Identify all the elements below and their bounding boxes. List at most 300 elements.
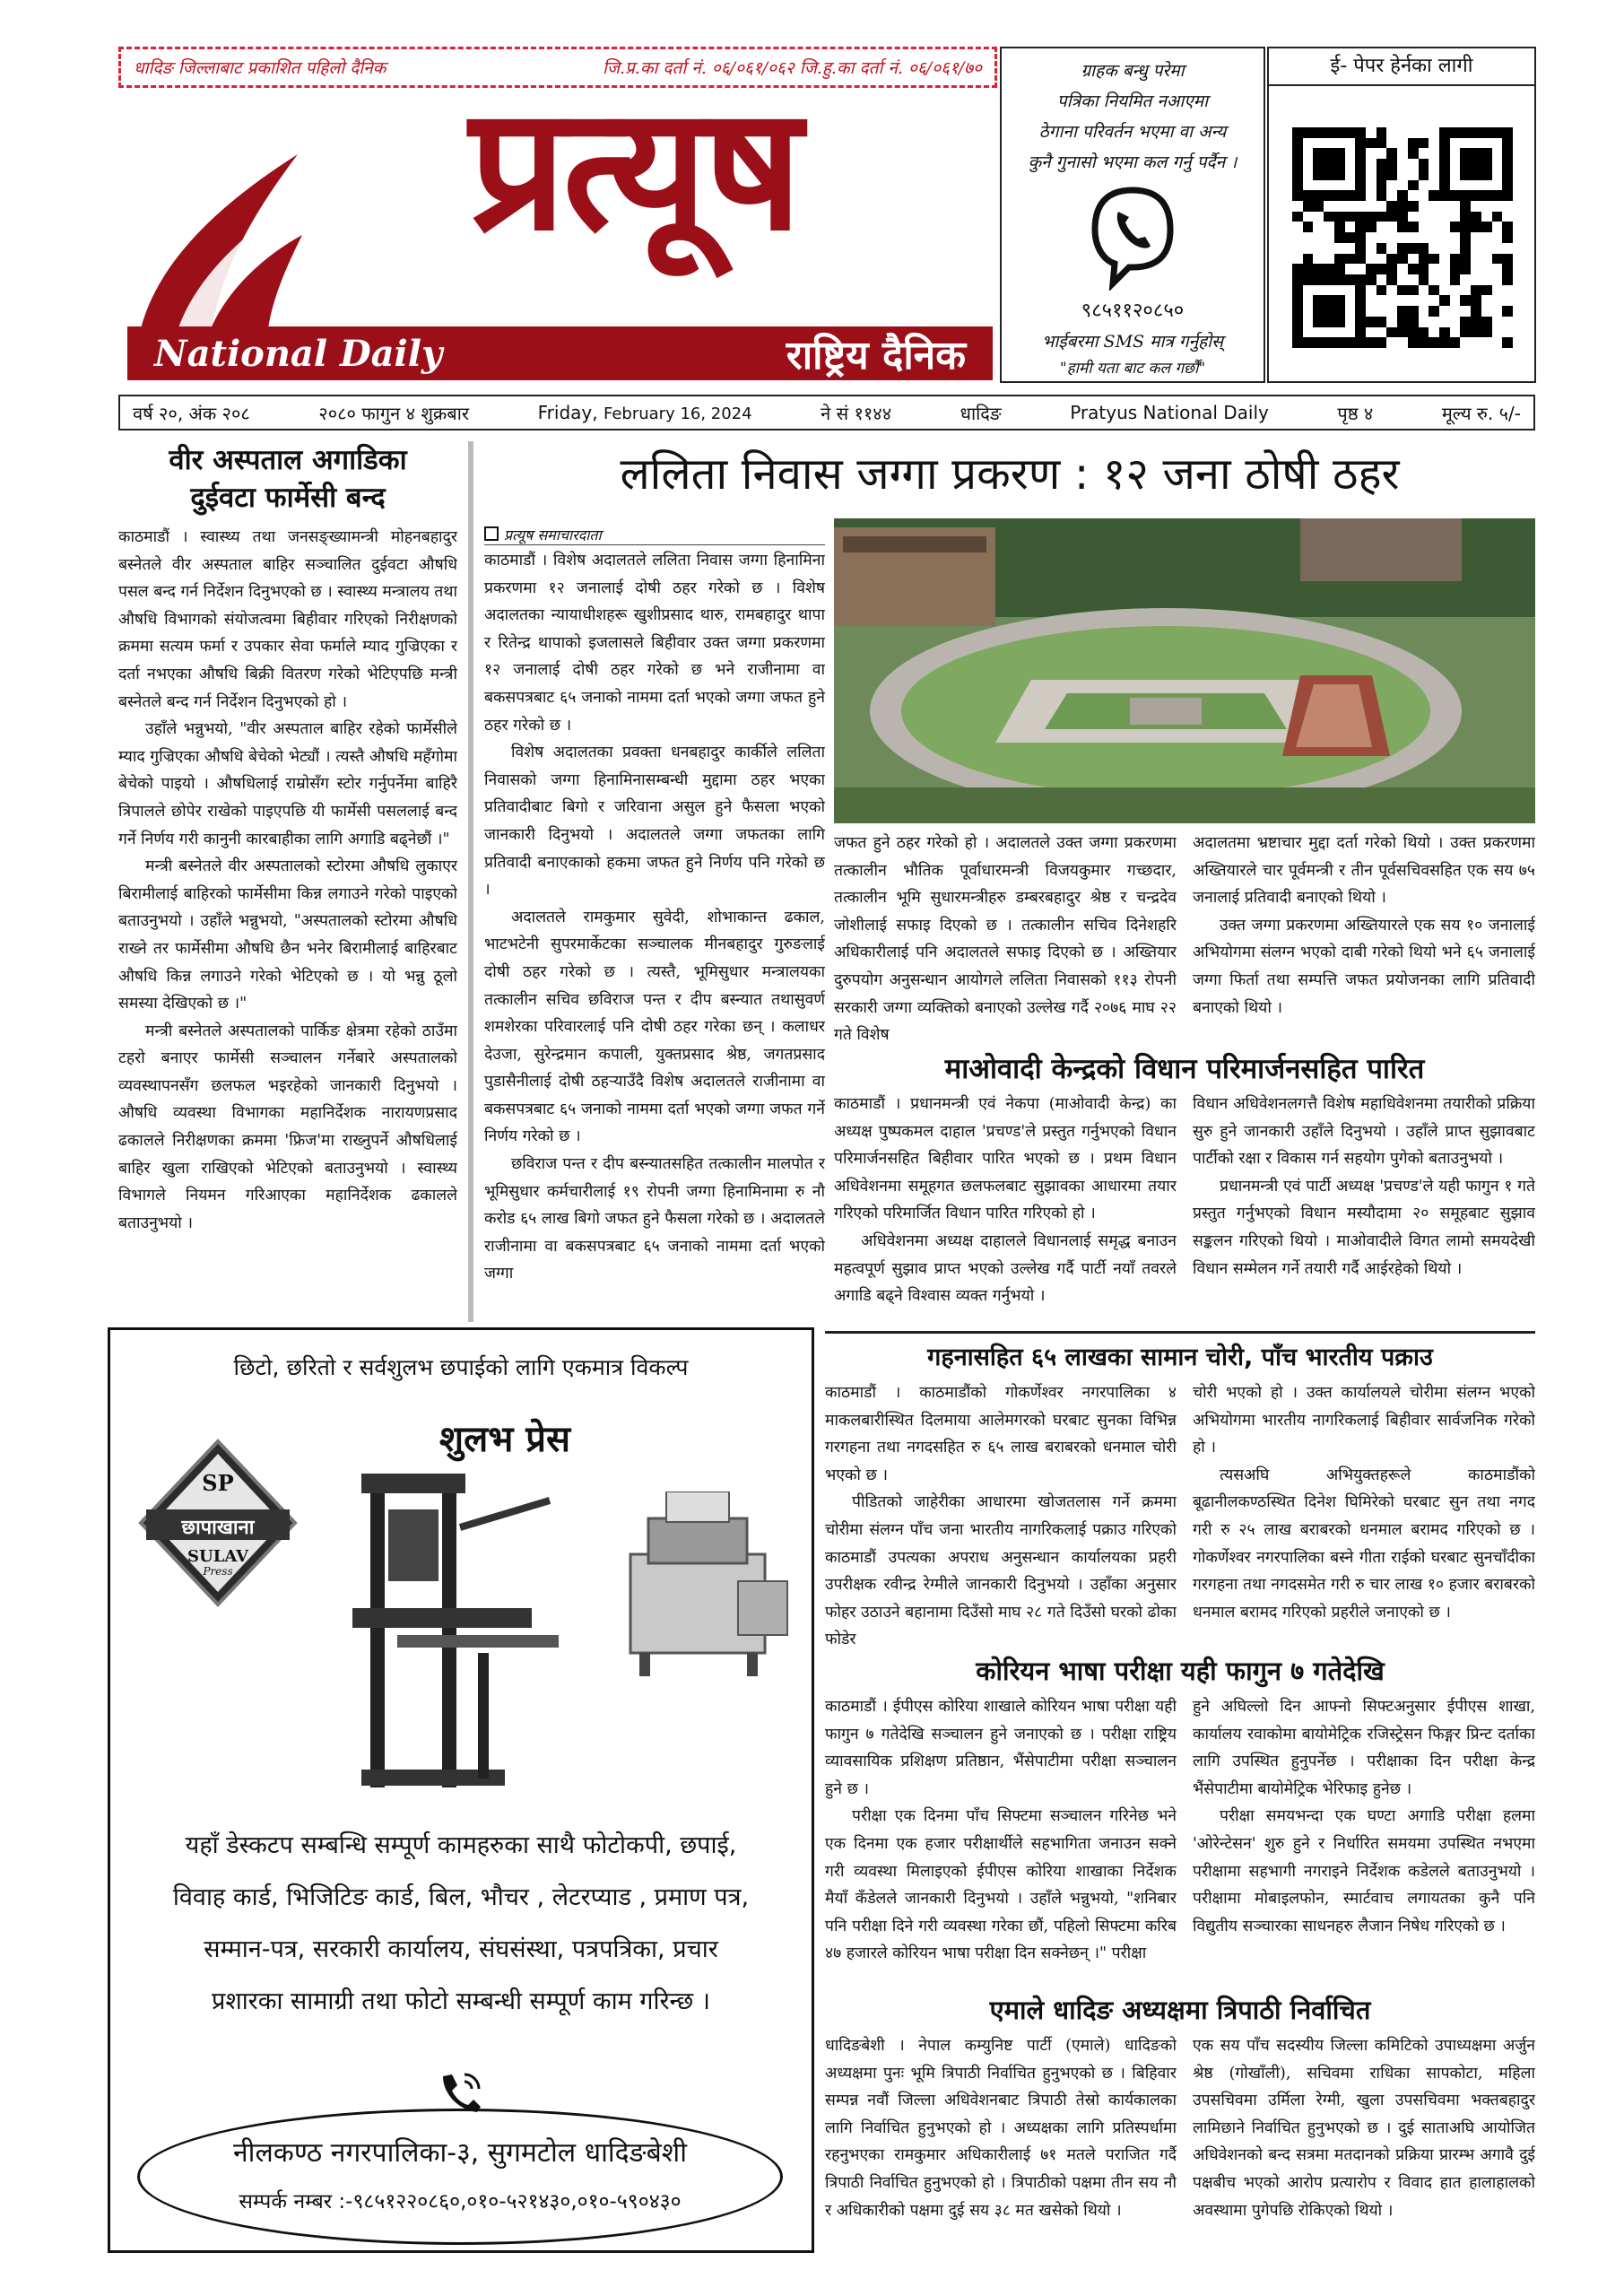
qr-module — [1408, 148, 1419, 159]
qr-module — [1471, 317, 1481, 327]
ad-address: नीलकण्ठ नगरपालिका-३, सुगमटोल धादिङबेशी — [233, 2137, 687, 2169]
lalita-story-col3 — [1193, 830, 1535, 1045]
qr-module — [1481, 148, 1492, 159]
qr-module — [1355, 159, 1366, 170]
qr-module — [1355, 285, 1366, 296]
qr-module — [1450, 274, 1461, 285]
uml-story-col1 — [825, 2032, 1177, 2248]
qr-module — [1324, 212, 1334, 222]
qr-module — [1313, 148, 1324, 159]
qr-module — [1502, 159, 1513, 170]
lalita-headline: ललिता निवास जग्गा प्रकरण : १२ जना ठोषी ठहर — [620, 448, 1400, 500]
qr-module — [1450, 222, 1461, 232]
qr-module — [1429, 190, 1439, 201]
qr-module — [1439, 337, 1450, 348]
qr-module — [1334, 337, 1345, 348]
pharmacy-headline — [118, 441, 457, 517]
qr-module — [1292, 180, 1303, 191]
qr-module — [1397, 243, 1408, 254]
qr-module — [1439, 170, 1450, 180]
qr-module — [1419, 274, 1429, 285]
qr-module — [1419, 243, 1429, 254]
qr-module — [1471, 295, 1481, 306]
logo-press: Press — [203, 1565, 233, 1578]
qr-module — [1386, 264, 1397, 274]
qr-module — [1397, 190, 1408, 201]
byline-box-icon — [484, 526, 499, 541]
contact-ellipse — [137, 2109, 783, 2245]
registration-strip — [118, 47, 997, 88]
qr-module — [1502, 232, 1513, 243]
qr-module — [1439, 327, 1450, 338]
qr-module — [1481, 190, 1492, 201]
qr-module — [1492, 254, 1503, 265]
qr-module — [1481, 327, 1492, 338]
qr-module — [1429, 337, 1439, 348]
ad-tagline: छिटो, छरितो र सर्वशुलभ छपाईको लागि एकमात्र विकल्प — [233, 1354, 689, 1380]
qr-module — [1460, 148, 1471, 159]
qr-module — [1292, 327, 1303, 338]
qr-module — [1460, 254, 1471, 265]
qr-module — [1502, 222, 1513, 232]
qr-module — [1334, 254, 1345, 265]
qr-module — [1324, 127, 1334, 138]
qr-module — [1292, 274, 1303, 285]
qr-module — [1460, 212, 1471, 222]
qr-module — [1292, 159, 1303, 170]
qr-module — [1419, 159, 1429, 170]
notice-phone: ९८५११२०८५० — [1081, 300, 1185, 322]
english-date-value: February 16, 2024 — [603, 404, 752, 423]
qr-module — [1481, 127, 1492, 138]
maoist-headline: माओवादी केन्द्रको विधान परिमार्जनसहित पारित — [944, 1053, 1425, 1085]
jewelry-headline: गहनासहित ६५ लाखका सामान चोरी, पाँच भारतीय पक्राउ — [927, 1344, 1433, 1371]
paragraph: त्यसअघि अभियुक्तहरूले काठमाडौंको बूढानीलकण्ठस्थित दिनेश घिमिरेको घरबाट सुन तथा नगद गरी रु २५ लाख बराबरको धनमाल बरामद गरिएको छ । गोकर्णेश्वर नगरपालिका बस्ने गीता राईको घरबाट सुनचाँदीका गरगहना तथा नगदसमेत गरी रु चार लाख १० हजार बराबरको धनमाल बरामद गरिएको प्रहरीले जनाएको छ । — [1193, 1465, 1535, 1622]
viber-phone-icon — [1088, 183, 1177, 291]
maoist-story-col2 — [1193, 1091, 1535, 1324]
paragraph: काठमाडौं । ईपीएस कोरिया शाखाले कोरियन भाषा परीक्षा यही फागुन ७ गतेदेखि सञ्चालन हुने जनाएको छ । परीक्षा राष्ट्रिय व्यावसायिक प्रशिक्षण प्रतिष्ठान, भैंसेपाटीमा परीक्षा सञ्चालन हुने छ । — [825, 1698, 1177, 1798]
paragraph: मन्त्री बस्नेतले अस्पतालको पार्किङ क्षेत्रमा रहेको ठाउँमा टहरो बनाएर फार्मेसी सञ्चालन गर्नेबारे अस्पतालको व्यवस्थापनसँग छलफल भइरहेको जानकारी दिनुभयो । औषधि व्यवस्था विभागका महानिर्देशक नारायणप्रसाद ढकालले निरीक्षणका क्रममा 'फ्रिज'मा राख्नुपर्ने औषधिलाई बाहिर खुला राखिएको भेटिएको बताउनुभयो । स्वास्थ्य विभागले नियमन गरिआएका महानिर्देशक ढकालले बताउनुभयो । — [118, 1022, 457, 1232]
qr-module — [1471, 170, 1481, 180]
paragraph: हुने अघिल्लो दिन आफ्नो सिफ्टअनुसार ईपीएस शाखा, कार्यालय रवाकोमा बायोमेट्रिक रजिस्ट्रेसन फिङ्गर प्रिन्ट दर्ताका लागि उपस्थित हुनुपर्नेछ । परीक्षाका दिन परीक्षा केन्द्र भैंसेपाटीमा बायोमेट्रिक भेरिफाइ हुनेछ । — [1193, 1698, 1535, 1798]
logo — [118, 91, 997, 383]
qr-module — [1345, 190, 1356, 201]
qr-module — [1366, 274, 1376, 285]
qr-module — [1292, 190, 1303, 201]
tagline-first-daily: धादिङ जिल्लाबाट प्रकाशित पहिलो दैनिक — [134, 58, 386, 78]
epaper-qr-code[interactable] — [1292, 127, 1513, 348]
notice-sms: भाईबरमा SMS मात्र गर्नुहोस् — [1042, 332, 1223, 352]
ad-contact: सम्पर्क नम्बर :-९८५१२२०८६०,०१०-५२१४३०,०१०-५९०४३० — [239, 2190, 682, 2213]
page-number: पृष्ठ ४ — [1337, 402, 1374, 424]
services-line: विवाह कार्ड, भिजिटिङ कार्ड, बिल, भौचर , लेटरप्याड , प्रमाण पत्र, — [172, 1883, 750, 1911]
qr-module — [1408, 337, 1419, 348]
paragraph: परीक्षा एक दिनमा पाँच सिफ्टमा सञ्चालन गरिनेछ भने एक दिनमा एक हजार परीक्षार्थीले सहभागिता जनाउन सक्ने गरी व्यवस्था मिलाइएको ईपीएस कोरिया शाखाका निर्देशक मैयाँ कँडेलले जानकारी दिनुभयो । उहाँले भन्नुभयो, "शनिबार पनि परीक्षा दिने गरी व्यवस्था गरेका छौं, पहिलो सिफ्टमा करिब ४७ हजारले कोरियन भाषा परीक्षा दिन सक्नेछन् ।" परीक्षा — [825, 1807, 1177, 1963]
paragraph: पीडितको जाहेरीका आधारमा खोजतलास गर्ने क्रममा चोरीमा संलग्न पाँच जना भारतीय नागरिकलाई पक्राउ गरिएको काठमाडौं उपत्यका अपराध अनुसन्धान कार्यालयका प्रहरी उपरीक्षक रवीन्द्र रेग्मीले जानकारी दिनुभयो । उहाँका अनुसार फोहर उठाउने बहानामा दिउँसो माघ २८ गते दिउँसो घरको ढोका फोडेर — [825, 1493, 1177, 1648]
qr-module — [1397, 317, 1408, 327]
logo-nepali-word: छापाखाना — [181, 1517, 255, 1539]
qr-module — [1303, 254, 1314, 265]
qr-module — [1366, 264, 1376, 274]
qr-module — [1303, 190, 1314, 201]
qr-module — [1313, 159, 1324, 170]
qr-module — [1376, 127, 1387, 138]
qr-module — [1408, 317, 1419, 327]
registration-numbers: जि.प्र.का दर्ता नं. ०६/०६१/०६२ जि.हु.का दर्ता नं. ०६/०६१/७० — [602, 58, 982, 78]
notice-line: ग्राहक बन्धु परेमा — [1081, 61, 1185, 81]
qr-module — [1313, 337, 1324, 348]
paper-name: Pratyus National Daily — [1070, 402, 1269, 423]
korean-story-col2 — [1193, 1693, 1535, 1993]
jewelry-story-col1 — [825, 1379, 1177, 1648]
ad-services — [119, 1820, 803, 2028]
qr-module — [1376, 180, 1387, 191]
qr-module — [1345, 212, 1356, 222]
qr-module — [1502, 148, 1513, 159]
qr-module — [1439, 180, 1450, 191]
jewelry-story-col2 — [1193, 1379, 1535, 1648]
qr-module — [1502, 264, 1513, 274]
qr-module — [1386, 201, 1397, 212]
services-line: सम्मान-पत्र, सरकारी कार्यालय, संघसंस्था, पत्रपत्रिका, प्रचार — [204, 1935, 718, 1963]
qr-module — [1471, 190, 1481, 201]
qr-module — [1313, 127, 1324, 138]
qr-module — [1324, 317, 1334, 327]
qr-module — [1502, 306, 1513, 317]
qr-module — [1429, 254, 1439, 265]
byline-text: प्रत्यूष समाचारदाता — [504, 526, 602, 544]
qr-module — [1366, 337, 1376, 348]
qr-module — [1313, 317, 1324, 327]
qr-module — [1460, 159, 1471, 170]
qr-module — [1324, 295, 1334, 306]
qr-module — [1334, 148, 1345, 159]
qr-module — [1471, 148, 1481, 159]
qr-module — [1386, 274, 1397, 285]
lalita-story-col2 — [834, 830, 1177, 1045]
qr-module — [1460, 222, 1471, 232]
qr-module — [1460, 264, 1471, 274]
qr-module — [1345, 274, 1356, 285]
headline-line: दुईवटा फार्मेसी बन्द — [190, 482, 386, 514]
qr-module — [1429, 285, 1439, 296]
qr-module — [1313, 306, 1324, 317]
korean-story-col1 — [825, 1693, 1177, 1993]
qr-module — [1324, 159, 1334, 170]
services-line: यहाँ डेस्कटप सम्बन्धि सम्पूर्ण कामहरुका साथै फोटोकपी, छपाई, — [185, 1831, 737, 1859]
qr-module — [1366, 212, 1376, 222]
qr-module — [1355, 222, 1366, 232]
paragraph: प्रधानमन्त्री एवं पार्टी अध्यक्ष 'प्रचण्ड'ले यही फागुन १ गते प्रस्तुत गर्नुभएको विधान मस्यौदामा २० समूहबाट सुझाव सङ्कलन गरिएको थियो । माओवादीले विगत लामो समयदेखी विधान सम्मेलन गर्ने तयारी गर्दै आईरहेको थियो । — [1193, 1177, 1535, 1278]
qr-module — [1386, 148, 1397, 159]
qr-module — [1481, 159, 1492, 170]
qr-module — [1397, 285, 1408, 296]
pharmacy-story — [118, 524, 457, 1317]
paragraph: अदालतमा भ्रष्टाचार मुद्दा दर्ता गरेको थियो । उक्त प्रकरणमा अख्तियारले चार पूर्वमन्त्री र तीन पूर्वसचिवसहित एक सय ७५ जनालाई प्रतिवादी बनाएको थियो । — [1193, 834, 1535, 908]
qr-module — [1502, 337, 1513, 348]
qr-module — [1355, 327, 1366, 338]
qr-module — [1450, 264, 1461, 274]
qr-module — [1334, 306, 1345, 317]
qr-module — [1397, 222, 1408, 232]
qr-module — [1502, 180, 1513, 191]
qr-module — [1292, 337, 1303, 348]
epaper-label: ई- पेपर हेर्नका लागी — [1269, 48, 1534, 86]
notice-line: पत्रिका नियमित नआएमा — [1056, 91, 1209, 111]
sulav-press-ad — [108, 1327, 814, 2253]
dateline — [118, 395, 1535, 430]
subscriber-notice — [1000, 47, 1265, 383]
qr-module — [1408, 264, 1419, 274]
qr-module — [1481, 285, 1492, 296]
qr-module — [1450, 254, 1461, 265]
english-date — [538, 402, 752, 423]
epaper-box — [1267, 47, 1536, 383]
qr-module — [1313, 190, 1324, 201]
qr-module — [1345, 232, 1356, 243]
qr-module — [1397, 327, 1408, 338]
qr-module — [1366, 317, 1376, 327]
paragraph: विशेष अदालतका प्रवक्ता धनबहादुर कार्कीले ललिता निवासको जग्गा हिनामिनासम्बन्धी मुद्दामा ठहर भएका प्रतिवादीबाट बिगो र जरिवाना असुल हुने फैसला भएको जानकारी दिनुभयो । अदालतले जग्गा जफतका लागि प्रतिवादी बनाएकाको हकमा जफत हुने निर्णय पनि गरेको छ । — [484, 744, 825, 900]
qr-module — [1376, 138, 1387, 149]
qr-module — [1292, 170, 1303, 180]
qr-module — [1303, 127, 1314, 138]
qr-module — [1502, 254, 1513, 265]
qr-module — [1313, 201, 1324, 212]
services-line: प्रशारका सामाग्री तथा फोटो सम्बन्धी सम्पूर्ण काम गरिन्छ । — [211, 1987, 711, 2015]
qr-module — [1324, 148, 1334, 159]
logo-english: National Daily — [154, 332, 443, 375]
lalita-story-col1 — [484, 547, 825, 1324]
qr-module — [1439, 127, 1450, 138]
qr-module — [1334, 222, 1345, 232]
qr-module — [1502, 274, 1513, 285]
nepal-samvat: ने सं ११४४ — [821, 402, 892, 424]
qr-module — [1386, 327, 1397, 338]
logo-sp: SP — [202, 1470, 234, 1496]
qr-module — [1471, 212, 1481, 222]
column-divider — [468, 441, 473, 1322]
qr-module — [1450, 337, 1461, 348]
qr-module — [1439, 159, 1450, 170]
qr-module — [1292, 317, 1303, 327]
qr-module — [1345, 337, 1356, 348]
qr-module — [1481, 222, 1492, 232]
qr-module — [1345, 127, 1356, 138]
qr-module — [1460, 190, 1471, 201]
qr-module — [1313, 295, 1324, 306]
qr-module — [1324, 264, 1334, 274]
qr-module — [1376, 264, 1387, 274]
qr-module — [1355, 254, 1366, 265]
aerial-garden-illustration — [834, 518, 1535, 823]
qr-module — [1502, 170, 1513, 180]
qr-module — [1471, 306, 1481, 317]
paragraph: काठमाडौं । स्वास्थ्य तथा जनसङ्ख्यामन्त्री मोहनबहादुर बस्नेतले वीर अस्पताल बाहिर सञ्चालित दुईवटा औषधि पसल बन्द गर्न निर्देशन दिनुभएको छ । स्वास्थ्य मन्त्रालय तथा औषधि विभागको संयोजत्वमा बिहीवार गरिएको निरीक्षणको क्रममा सत्यम फर्मा र उपकार सेवा फर्माले म्याद गुज्रिएका र दर्ता नभएका औषधि बिक्री वितरण गरेको भेटिएपछि मन्त्री बस्नेतले बन्द गर्न निर्देशन दिनुभएको हो । — [118, 528, 457, 711]
ad-name: शुलभ प्रेस — [439, 1419, 571, 1460]
qr-module — [1419, 138, 1429, 149]
qr-module — [1334, 170, 1345, 180]
qr-module — [1419, 170, 1429, 180]
qr-module — [1355, 243, 1366, 254]
qr-module — [1355, 180, 1366, 191]
qr-module — [1471, 127, 1481, 138]
qr-module — [1376, 170, 1387, 180]
qr-module — [1355, 190, 1366, 201]
qr-module — [1334, 159, 1345, 170]
qr-module — [1292, 264, 1303, 274]
korean-headline: कोरियन भाषा परीक्षा यही फागुन ७ गतेदेखि — [976, 1656, 1385, 1686]
qr-module — [1376, 159, 1387, 170]
paragraph: मन्त्री बस्नेतले वीर अस्पतालको स्टोरमा औषधि लुकाएर बिरामीलाई बाहिरको फार्मेसीमा किन्न लगाउने गरेको पाइएको बताउनुभयो । उहाँले भन्नुभयो, "अस्पतालको स्टोरमा औषधि राख्ने तर फार्मेसीमा औषधि छैन भनेर बिरामीलाई बाहिरबाट औषधि किन्न लगाउने गरेको भेटिएको छ । यो भन्नु ठूलो समस्या देखिएको छ ।" — [118, 857, 457, 1013]
logo-wordmark: प्रत्यूष — [469, 91, 799, 268]
qr-module — [1376, 285, 1387, 296]
qr-module — [1324, 170, 1334, 180]
qr-module — [1419, 264, 1429, 274]
qr-module — [1376, 317, 1387, 327]
qr-module — [1376, 212, 1387, 222]
uml-story-col2 — [1193, 2032, 1535, 2248]
qr-module — [1408, 222, 1419, 232]
qr-module — [1408, 243, 1419, 254]
qr-module — [1397, 212, 1408, 222]
qr-module — [1386, 212, 1397, 222]
qr-module — [1355, 170, 1366, 180]
qr-module — [1408, 201, 1419, 212]
qr-module — [1366, 138, 1376, 149]
offset-press-illustration — [612, 1492, 792, 1680]
qr-module — [1492, 190, 1503, 201]
qr-module — [1292, 127, 1303, 138]
qr-module — [1460, 327, 1471, 338]
qr-module — [1408, 306, 1419, 317]
qr-module — [1492, 127, 1503, 138]
qr-module — [1460, 232, 1471, 243]
qr-module — [1481, 170, 1492, 180]
headline-line: वीर अस्पताल अगाडिका — [169, 444, 407, 476]
qr-module — [1303, 264, 1314, 274]
paragraph: उहाँले भन्नुभयो, "वीर अस्पताल बाहिर रहेको फार्मेसीले म्याद गुज्रिएका औषधि बेचेको भेट्यौं । त्यस्तै औषधि महँगोमा बेचेको पाइयो । औषधिलाई राम्रोसँग स्टोर गर्नुपर्नेमा बाहिरै त्रिपालले छोपेर राखेको पाइएपछि यी फार्मेसी पसललाई बन्द गर्ने निर्णय गरी कानुनी कारबाहीका लागि अगाडि बढ्नेछौं ।" — [118, 720, 457, 848]
qr-module — [1355, 212, 1366, 222]
vintage-press-illustration — [317, 1474, 586, 1805]
qr-module — [1408, 285, 1419, 296]
qr-module — [1386, 159, 1397, 170]
qr-module — [1386, 254, 1397, 265]
qr-module — [1303, 337, 1314, 348]
qr-module — [1324, 337, 1334, 348]
paragraph: विधान अधिवेशनलगत्तै विशेष महाधिवेशनमा तयारीको प्रक्रिया सुरु हुने जानकारी उहाँले दिनुभयो । उहाँले प्राप्त सुझावबाट पार्टीको रक्षा र विकास गर्न सहयोग पुगेको बताउनुभयो । — [1193, 1095, 1535, 1169]
volume-issue: वर्ष २०, अंक २०८ — [133, 402, 250, 424]
qr-module — [1439, 295, 1450, 306]
qr-module — [1419, 254, 1429, 265]
logo-nepali: राष्ट्रिय दैनिक — [786, 333, 966, 378]
paragraph: काठमाडौं । काठमाडौंको गोकर्णेश्वर नगरपालिका ४ माकलबारीस्थित दिलमाया आलेमगरको घरबाट सुनका विभिन्न गरगहना तथा नगदसहित रु ६५ लाख बराबरको धनमाल चोरी भएको छ । — [825, 1384, 1177, 1484]
paragraph: एक सय पाँच सदस्यीय जिल्ला कमिटिको उपाध्यक्षमा अर्जुन श्रेष्ठ (गोखाँली), सचिवमा राधिका सापकोटा, महिला उपसचिवमा उर्मिला रेग्मी, खुला उपसचिवमा भक्तबहादुर लामिछाने निर्वाचित हुनुभएको छ । दुई साताअघि आयोजित अधिवेशनको बन्द सत्रमा मतदानको प्रक्रिया प्रारम्भ अगावै दुई पक्षबीच भएको आरोप प्रत्यारोप र विवाद हात हालाहालको अवस्थामा पुगेपछि रोकिएको थियो । — [1193, 2037, 1535, 2220]
qr-module — [1324, 306, 1334, 317]
paragraph: धादिङबेशी । नेपाल कम्युनिष्ट पार्टी (एमाले) धादिङको अध्यक्षमा पुनः भूमि त्रिपाठी निर्वाचित हुनुभएको छ । बिहिवार सम्पन्न नवौं जिल्ला अधिवेशनबाट त्रिपाठी तेस्रो कार्यकालका लागि निर्वाचित हुनुभएको हो । अध्यक्षका लागि प्रतिस्पर्धामा रहनुभएका रामकुमार अधिकारीलाई ७१ मतले पराजित गर्दै त्रिपाठी निर्वाचित हुनुभएको हो । त्रिपाठीको पक्षमा तीन सय नौ र अधिकारीको पक्षमा दुई सय ३८ मत खसेको थियो । — [825, 2037, 1177, 2220]
qr-module — [1355, 337, 1366, 348]
qr-module — [1292, 138, 1303, 149]
qr-module — [1460, 243, 1471, 254]
qr-module — [1324, 190, 1334, 201]
notice-line: ठेगाना परिवर्तन भएमा वा अन्य — [1038, 122, 1227, 142]
qr-module — [1292, 285, 1303, 296]
qr-module — [1355, 138, 1366, 149]
qr-module — [1355, 317, 1366, 327]
lalita-niwas-photo — [834, 518, 1535, 823]
qr-module — [1386, 170, 1397, 180]
qr-module — [1303, 201, 1314, 212]
qr-module — [1334, 190, 1345, 201]
qr-module — [1471, 159, 1481, 170]
qr-module — [1334, 317, 1345, 327]
paragraph: जफत हुने ठहर गरेको हो । अदालतले उक्त जग्गा प्रकरणमा तत्कालीन भौतिक पूर्वाधारमन्त्री विजयकुमार गच्छदार, तत्कालीन भूमि सुधारमन्त्रीहरु डम्बरबहादुर श्रेष्ठ र चन्द्रदेव जोशीलाई सफाइ दिएको छ । तत्कालीन सचिव दिनेशहरि अधिकारीलाई पनि अदालतले सफाइ दिएको छ । अख्तियार दुरुपयोग अनुसन्धान आयोगले ललिता निवासको ११३ रोपनी सरकारी जग्गा व्यक्तिको बनाएको उल्लेख गर्दै २०७६ माघ २२ गते विशेष — [834, 834, 1177, 1045]
qr-module — [1355, 127, 1366, 138]
qr-module — [1334, 274, 1345, 285]
qr-module — [1313, 274, 1324, 285]
qr-module — [1355, 232, 1366, 243]
qr-module — [1355, 274, 1366, 285]
qr-module — [1303, 222, 1314, 232]
maoist-story-col1 — [834, 1091, 1177, 1324]
qr-module — [1397, 201, 1408, 212]
logo-banner — [127, 326, 993, 380]
qr-module — [1292, 295, 1303, 306]
qr-module — [1429, 306, 1439, 317]
notice-line: कुनै गुनासो भएमा कल गर्नु पर्दैन । — [1028, 152, 1238, 172]
qr-module — [1481, 317, 1492, 327]
qr-module — [1376, 337, 1387, 348]
qr-module — [1334, 264, 1345, 274]
qr-module — [1408, 180, 1419, 191]
qr-module — [1439, 190, 1450, 201]
qr-module — [1408, 138, 1419, 149]
qr-module — [1471, 222, 1481, 232]
qr-module — [1471, 327, 1481, 338]
paragraph: काठमाडौं । प्रधानमन्त्री एवं नेकपा (माओवादी केन्द्र) का अध्यक्ष पुष्पकमल दाहाल 'प्रचण्ड'ले प्रस्तुत गर्नुभएको विधान परिमार्जनसहित बिहीवार पारित भएको छ । प्रथम विधान अधिवेशनमा समूहगत छलफलबाट सुझावका आधारमा तयार गरिएको परिमार्जित विधान पारित गरिएको हो । — [834, 1095, 1177, 1223]
english-day: Friday, — [537, 402, 598, 423]
paragraph: काठमाडौं । विशेष अदालतले ललिता निवास जग्गा हिनामिना प्रकरणमा १२ जनालाई दोषी ठहर गरेको छ । विशेष अदालतका न्यायाधीशहरू खुशीप्रसाद थारु, रामबहादुर थापा र रितेन्द्र थापाको इजलासले बिहीवार उक्त जग्गा प्रकरणमा १२ जनालाई दोषी ठहर गरेको छ भने राजीनामा वा बकसपत्रबाट ६५ जनाको नाममा दर्ता भएको जग्गा जफत हुने ठहर गरेको छ । — [484, 552, 825, 735]
qr-module — [1460, 201, 1471, 212]
qr-module — [1502, 127, 1513, 138]
qr-module — [1366, 222, 1376, 232]
price: मूल्य रु. ५/- — [1441, 402, 1521, 424]
qr-module — [1460, 317, 1471, 327]
nepali-date: २०८० फागुन ४ शुक्रबार — [318, 402, 470, 424]
qr-module — [1419, 327, 1429, 338]
qr-module — [1397, 254, 1408, 265]
qr-module — [1376, 243, 1387, 254]
paragraph: अधिवेशनमा अध्यक्ष दाहालले विधानलाई समृद्ध बनाउन महत्वपूर्ण सुझाव प्राप्त भएको उल्लेख गर्दै पार्टी नयाँ तवरले अगाडि बढ्ने विश्वास व्यक्त गर्नुभयो । — [834, 1231, 1177, 1306]
qr-module — [1334, 295, 1345, 306]
paragraph: परीक्षा समयभन्दा एक घण्टा अगाडि परीक्षा हलमा 'ओरेन्टेसन' शुरु हुने र निर्धारित समयमा उपस्थित नभएमा परीक्षामा सहभागी नगराइने निर्देशक कडेलले बताउनुभयो । परीक्षामा मोबाइलफोन, स्मार्टवाच लगायतका कुनै पनि विद्युतीय सञ्चारका साधनहरु लैजान निषेध गरिएको छ । — [1193, 1807, 1535, 1935]
paragraph: चोरी भएको हो । उक्त कार्यालयले चोरीमा संलग्न भएको अभियोगमा भारतीय नागरिकलाई बिहीवार सार्वजनिक गरेको हो । — [1193, 1384, 1535, 1457]
qr-module — [1355, 295, 1366, 306]
qr-module — [1292, 212, 1303, 222]
qr-module — [1324, 274, 1334, 285]
place: धादिङ — [960, 402, 1002, 424]
notice-quote: "हामी यता बाट कल गर्छौं" — [1059, 360, 1206, 378]
qr-module — [1334, 212, 1345, 222]
qr-module — [1334, 232, 1345, 243]
uml-headline: एमाले धादिङ अध्यक्षमा त्रिपाठी निर्वाचित — [989, 1995, 1371, 2025]
press-logo — [137, 1438, 299, 1608]
phone-call-icon — [438, 2071, 482, 2112]
qr-module — [1334, 127, 1345, 138]
qr-module — [1303, 274, 1314, 285]
qr-module — [1439, 138, 1450, 149]
qr-module — [1460, 127, 1471, 138]
